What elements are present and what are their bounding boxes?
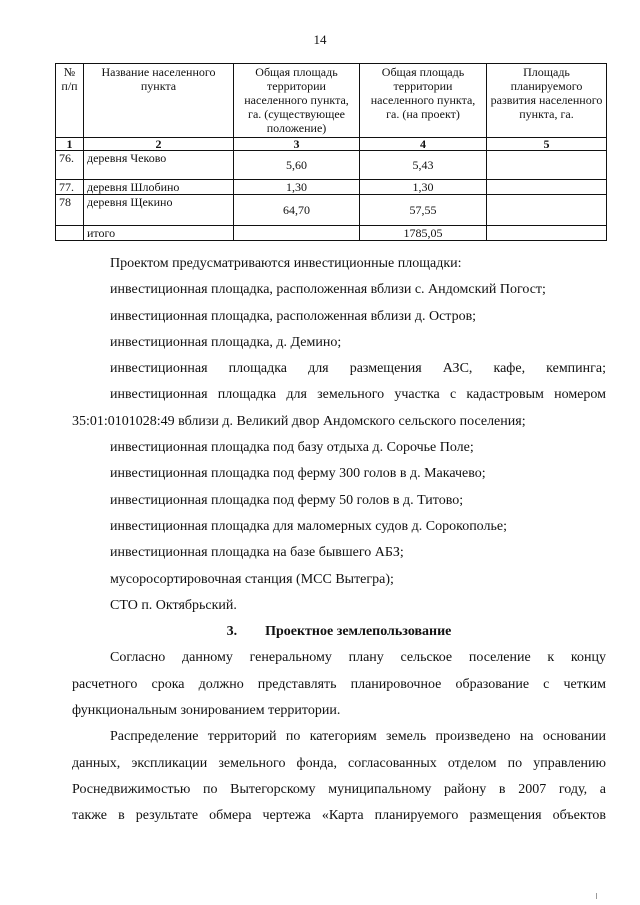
column-number: 5 — [487, 138, 607, 151]
list-item: инвестиционная площадка под ферму 50 голов в д. Титово; — [110, 492, 464, 508]
paragraph-line: Роснедвижимостью по Вытегорскому муниципальному району в 2007 году, а — [72, 781, 606, 797]
list-item: инвестиционная площадка для размещения АЗС, кафе, кемпинга; — [110, 361, 606, 377]
row-area-project: 1785,05 — [360, 226, 487, 241]
row-number — [56, 226, 84, 241]
row-area-project: 57,55 — [360, 195, 487, 226]
list-item: инвестиционная площадка для маломерных судов д. Сорокополье; — [110, 518, 507, 534]
row-settlement: итого — [84, 226, 234, 241]
header-number: № п/п — [56, 64, 84, 138]
row-area-existing — [234, 226, 360, 241]
section-heading — [72, 619, 606, 645]
row-area-existing: 1,30 — [234, 180, 360, 195]
header-settlement-name: Название населенного пункта — [84, 64, 234, 138]
paragraph-line: данных, экспликации земельного фонда, согласованных отделом по управлению — [72, 755, 606, 771]
header-area-project: Общая площадь территории населенного пункта, га. (на проект) — [360, 64, 487, 138]
row-area-development — [487, 195, 607, 226]
table-row — [56, 195, 607, 226]
section-number: 3. — [226, 624, 238, 640]
list-item: инвестиционная площадка под базу отдыха д. Сорочье Поле; — [110, 440, 474, 456]
row-settlement: деревня Чеково — [84, 151, 234, 180]
row-number: 76. — [56, 151, 84, 180]
row-area-development — [487, 226, 607, 241]
list-item: инвестиционная площадка, расположенная вблизи д. Остров; — [110, 308, 477, 324]
column-number: 1 — [56, 138, 84, 151]
header-area-development: Площадь планируемого развития населенного пункта, га. — [487, 64, 607, 138]
row-area-project: 5,43 — [360, 151, 487, 180]
header-area-existing: Общая площадь территории населенного пункта, га. (существующее положение) — [234, 64, 360, 138]
settlements-table — [55, 63, 607, 241]
scan-mark — [596, 893, 597, 899]
list-item: инвестиционная площадка, д. Демино; — [110, 334, 342, 350]
row-number: 77. — [56, 180, 84, 195]
paragraph-line: расчетного срока должно представлять планировочное образование с четким — [72, 676, 606, 692]
column-number: 4 — [360, 138, 487, 151]
list-item: инвестиционная площадка на базе бывшего АБЗ; — [110, 545, 404, 561]
column-number: 3 — [234, 138, 360, 151]
investment-sites-list — [72, 251, 606, 830]
table-column-numbers-row — [56, 138, 607, 151]
row-settlement: деревня Шлобино — [84, 180, 234, 195]
row-area-development — [487, 151, 607, 180]
list-item: инвестиционная площадка под ферму 300 голов в д. Макачево; — [110, 466, 486, 482]
paragraph-line: Согласно данному генеральному плану сельское поселение к концу — [110, 650, 606, 666]
column-number: 2 — [84, 138, 234, 151]
row-area-project: 1,30 — [360, 180, 487, 195]
table-total-row — [56, 226, 607, 241]
row-settlement: деревня Щекино — [84, 195, 234, 226]
paragraph-line: также в результате обмера чертежа «Карта планируемого размещения объектов — [72, 808, 606, 824]
table-header-row — [56, 64, 607, 138]
list-item: мусоросортировочная станция (МСС Вытегра); — [110, 571, 394, 587]
list-item: СТО п. Октябрьский. — [110, 597, 237, 613]
row-area-development — [487, 180, 607, 195]
list-item: инвестиционная площадка для земельного участка с кадастровым номером — [110, 387, 606, 403]
page-number: 14 — [313, 32, 327, 47]
section-title: Проектное землепользование — [265, 624, 452, 640]
table-row — [56, 151, 607, 180]
paragraph-line: функциональным зонированием территории. — [72, 703, 341, 719]
row-area-existing: 64,70 — [234, 195, 360, 226]
row-area-existing: 5,60 — [234, 151, 360, 180]
list-item-continuation: 35:01:0101028:49 вблизи д. Великий двор Андомского сельского поселения; — [72, 413, 526, 429]
row-number: 78 — [56, 195, 84, 226]
list-item: инвестиционная площадка, расположенная вблизи с. Андомский Погост; — [110, 282, 546, 298]
table-row — [56, 180, 607, 195]
paragraph-line: Распределение территорий по категориям земель произведено на основании — [110, 729, 606, 745]
list-intro: Проектом предусматриваются инвестиционные площадки: — [110, 256, 462, 271]
